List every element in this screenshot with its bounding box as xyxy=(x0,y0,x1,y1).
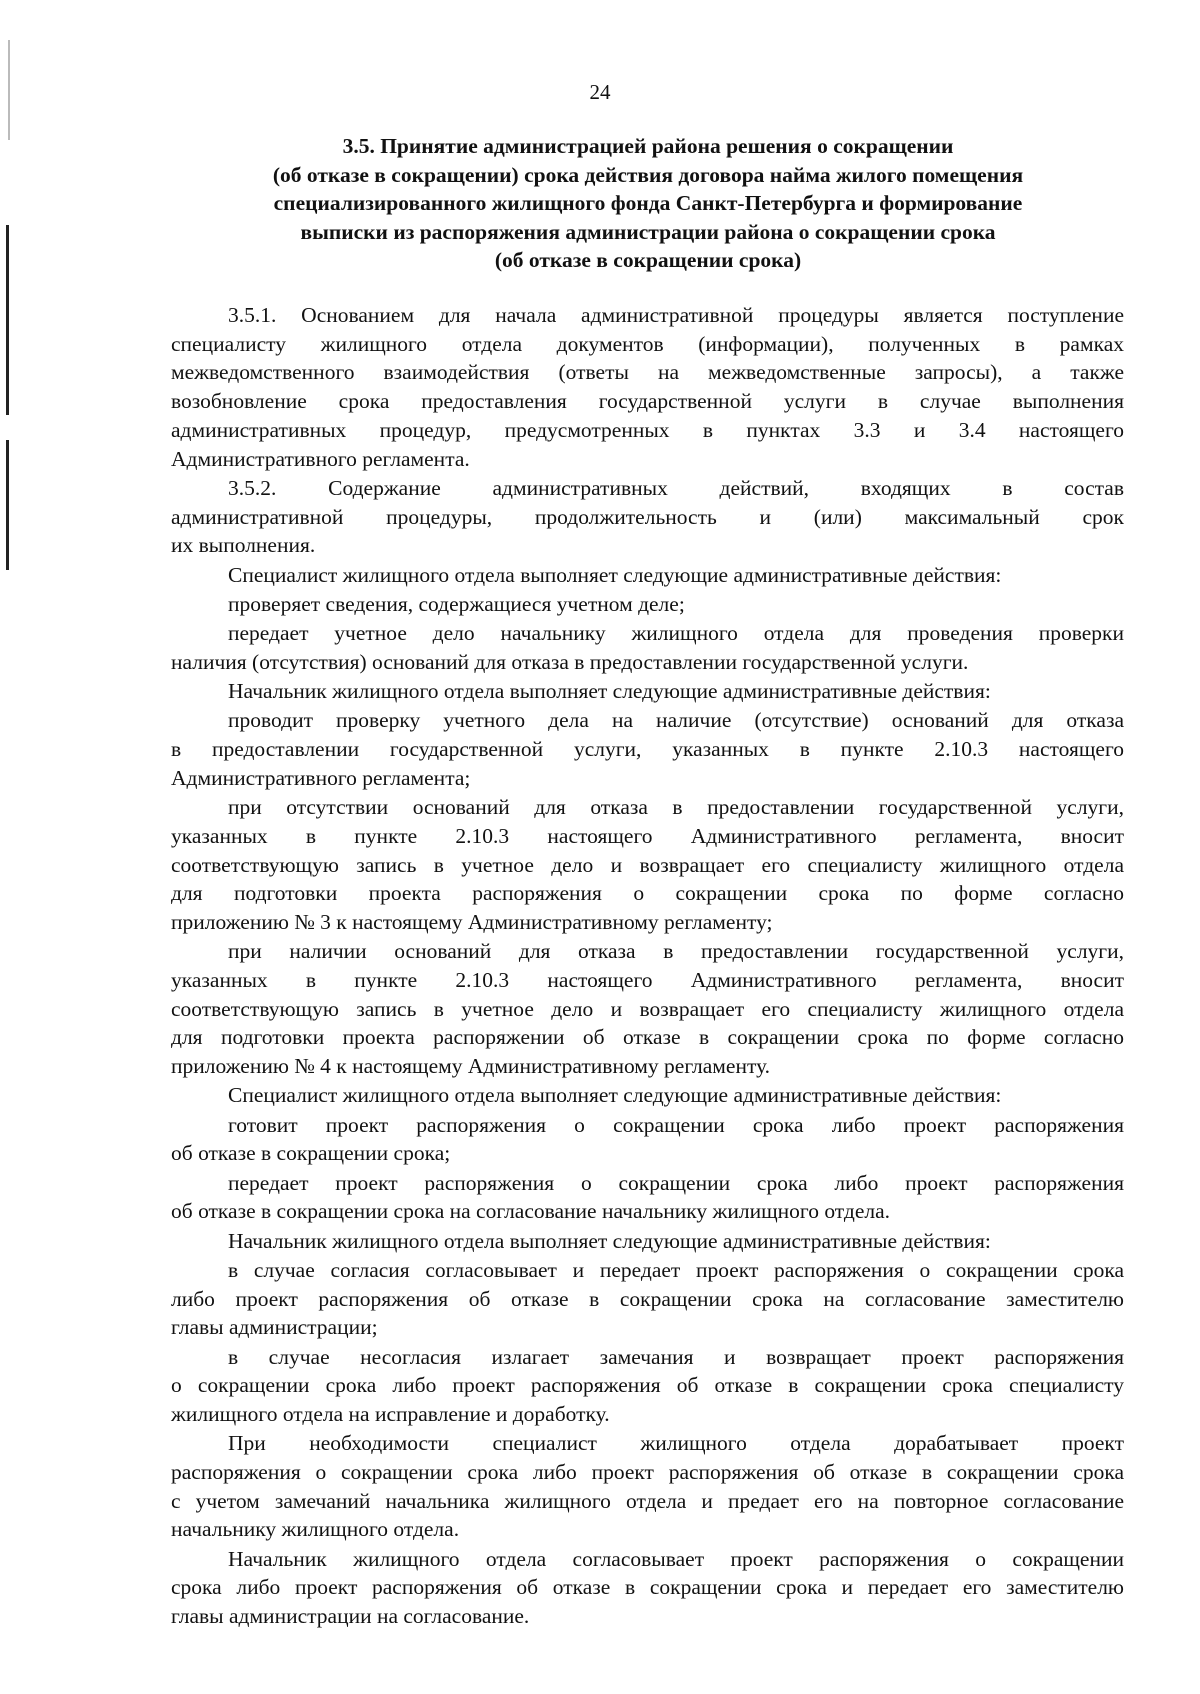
text-line: специалисту жилищного отдела документов (информации), полученных в рамках xyxy=(171,331,1124,356)
paragraph xyxy=(171,793,1124,937)
paragraph xyxy=(171,677,1124,706)
text-line: проводит проверку учетного дела на наличие (отсутствие) оснований для отказа xyxy=(228,708,1124,733)
text-line: Специалист жилищного отдела выполняет следующие административные действия: xyxy=(228,562,1002,587)
paragraph xyxy=(171,301,1124,473)
paragraph xyxy=(171,619,1124,676)
paragraph xyxy=(171,1169,1124,1226)
text-line: 3.5.1. Основанием для начала административной процедуры является поступление xyxy=(228,303,1124,327)
text-line: указанных в пункте 2.10.3 настоящего Административного регламента, вносит xyxy=(171,967,1124,992)
text-line: соответствующую запись в учетное дело и возвращает его специалисту жилищного отдела xyxy=(171,852,1124,877)
text-line: приложению № 4 к настоящему Административному регламенту. xyxy=(171,1054,771,1079)
text-line: главы администрации на согласование. xyxy=(171,1604,530,1629)
text-line: административной процедуры, продолжительность и (или) максимальный срок xyxy=(171,504,1124,529)
text-line: в случае несогласия излагает замечания и возвращает проект распоряжения xyxy=(228,1344,1124,1369)
text-line: об отказе в сокращении срока; xyxy=(171,1141,451,1166)
text-line: главы администрации; xyxy=(171,1315,378,1340)
text-line: Начальник жилищного отдела выполняет следующие административные действия: xyxy=(228,679,991,704)
heading-line: выписки из распоряжения администрации района о сокращении срока xyxy=(300,219,996,244)
text-line: наличия (отсутствия) оснований для отказа в предоставлении государственной услуги. xyxy=(171,649,969,674)
section-heading xyxy=(168,132,1128,275)
document-body xyxy=(171,301,1124,1631)
paragraph xyxy=(171,561,1124,590)
text-line: административных процедур, предусмотренных в пунктах 3.3 и 3.4 настоящего xyxy=(171,417,1124,442)
text-line: При необходимости специалист жилищного отдела дорабатывает проект xyxy=(228,1431,1124,1456)
text-line: об отказе в сокращении срока на согласование начальнику жилищного отдела. xyxy=(171,1199,891,1224)
page-number: 24 xyxy=(589,80,611,104)
text-line: приложению № 3 к настоящему Административному регламенту; xyxy=(171,909,773,934)
text-line: с учетом замечаний начальника жилищного отдела и предает его на повторное согласование xyxy=(171,1488,1124,1513)
text-line: распоряжения о сокращении срока либо проект распоряжения об отказе в сокращении срока xyxy=(171,1460,1124,1485)
paragraph xyxy=(171,590,1124,619)
text-line: Административного регламента; xyxy=(171,765,471,790)
paragraph xyxy=(171,1256,1124,1342)
heading-line: специализированного жилищного фонда Санкт-Петербурга и формирование xyxy=(273,191,1023,215)
text-line: при отсутствии оснований для отказа в предоставлении государственной услуги, xyxy=(228,795,1124,820)
text-line: соответствующую запись в учетное дело и возвращает его специалисту жилищного отдела xyxy=(171,996,1124,1021)
text-line: для подготовки проекта распоряжении об отказе в сокращении срока по форме согласно xyxy=(171,1025,1124,1050)
text-line: 3.5.2. Содержание административных действий, входящих в состав xyxy=(228,475,1124,500)
heading-line: (об отказе в сокращении) срока действия договора найма жилого помещения xyxy=(272,162,1024,187)
paragraph xyxy=(171,1111,1124,1168)
text-line: проверяет сведения, содержащиеся учетном деле; xyxy=(228,591,685,616)
paragraph xyxy=(171,937,1124,1081)
text-line: указанных в пункте 2.10.3 настоящего Административного регламента, вносит xyxy=(171,823,1124,848)
text-line: в предоставлении государственной услуги, указанных в пункте 2.10.3 настоящего xyxy=(171,737,1124,762)
paragraph xyxy=(171,474,1124,560)
scan-edge-mark xyxy=(6,225,9,415)
text-line: для подготовки проекта распоряжения о сокращении срока по форме согласно xyxy=(171,881,1124,906)
text-line: в случае согласия согласовывает и передает проект распоряжения о сокращении срока xyxy=(228,1257,1124,1282)
paragraph xyxy=(171,1227,1124,1256)
text-line: при наличии оснований для отказа в предоставлении государственной услуги, xyxy=(228,939,1124,964)
scan-edge-mark xyxy=(6,440,9,570)
text-line: передает проект распоряжения о сокращении срока либо проект распоряжения xyxy=(228,1170,1124,1195)
paragraph xyxy=(171,706,1124,792)
text-line: межведомственного взаимодействия (ответы на межведомственные запросы), а также xyxy=(171,360,1124,385)
text-line: их выполнения. xyxy=(171,533,316,558)
text-line: передает учетное дело начальнику жилищного отдела для проведения проверки xyxy=(228,621,1124,646)
paragraph xyxy=(171,1081,1124,1110)
text-line: Начальник жилищного отдела выполняет следующие административные действия: xyxy=(228,1228,991,1253)
text-line: начальнику жилищного отдела. xyxy=(171,1517,460,1542)
text-line: возобновление срока предоставления государственной услуги в случае выполнения xyxy=(171,389,1124,414)
text-line: готовит проект распоряжения о сокращении срока либо проект распоряжения xyxy=(228,1112,1124,1137)
text-line: жилищного отдела на исправление и доработку. xyxy=(171,1402,610,1427)
text-line: Специалист жилищного отдела выполняет следующие административные действия: xyxy=(228,1083,1002,1108)
text-line: о сокращении срока либо проект распоряжения об отказе в сокращении срока специалисту xyxy=(171,1373,1124,1398)
paragraph xyxy=(171,1343,1124,1429)
heading-line: (об отказе в сокращении срока) xyxy=(494,248,802,272)
text-line: либо проект распоряжения об отказе в сокращении срока на согласование заместителю xyxy=(171,1286,1124,1311)
paragraph xyxy=(171,1429,1124,1544)
text-line: Начальник жилищного отдела согласовывает проект распоряжения о сокращении xyxy=(228,1546,1124,1571)
text-line: Административного регламента. xyxy=(171,446,470,471)
paragraph xyxy=(171,1545,1124,1631)
text-line: срока либо проект распоряжения об отказе в сокращении срока и передает его заместителю xyxy=(171,1575,1124,1600)
heading-line: 3.5. Принятие администрацией района решения о сокращении xyxy=(342,134,954,158)
